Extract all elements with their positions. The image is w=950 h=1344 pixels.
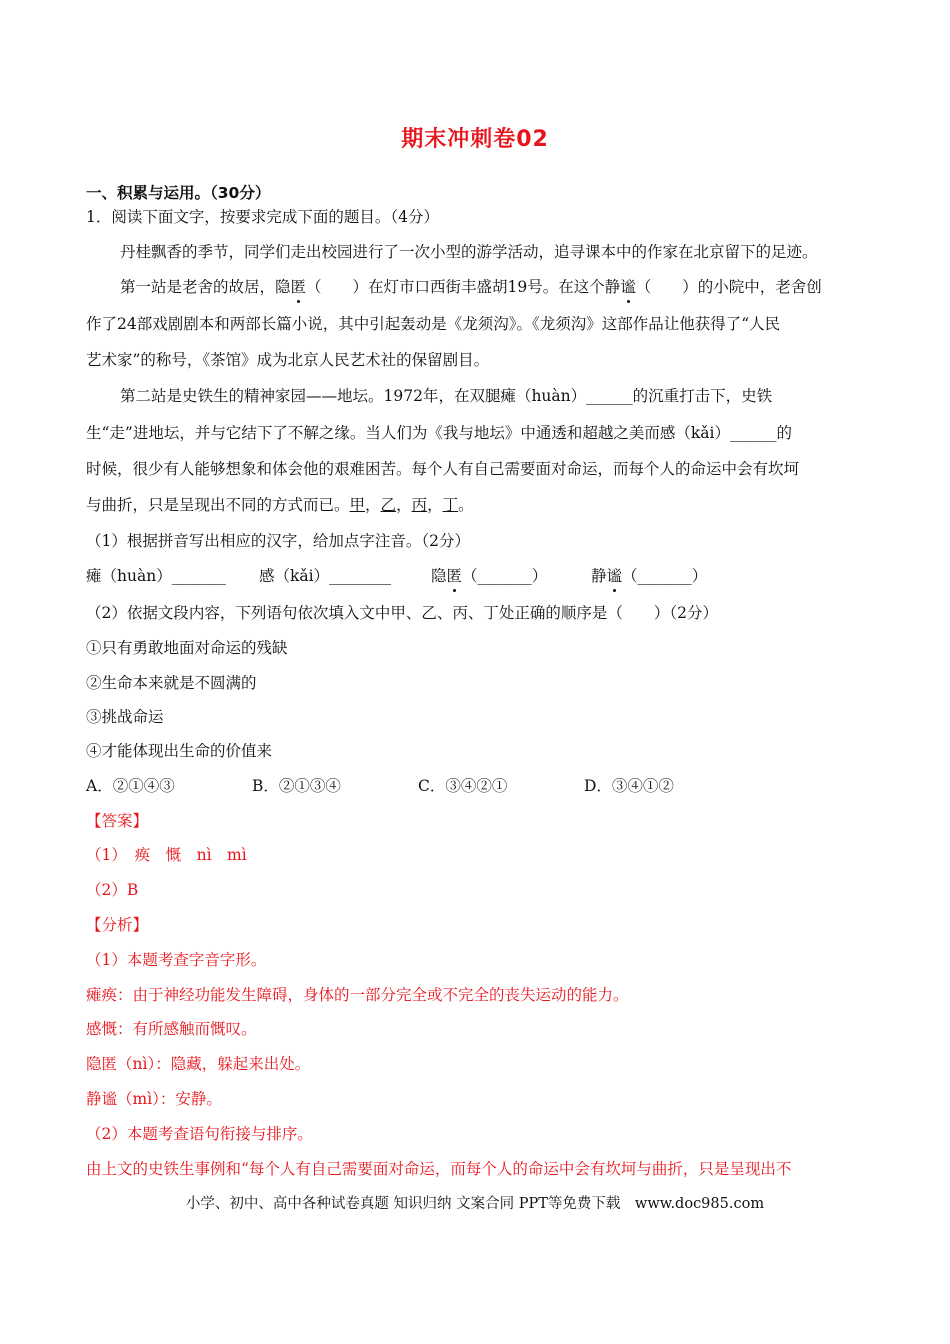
- analysis-line-3: 感慨：有所感触而慨叹。: [86, 1020, 257, 1038]
- analysis-line-7: 由上文的史铁生事例和“每个人有自己需要面对命运，而每个人的命运中会有坎坷与曲折，只是呈现出不: [86, 1160, 792, 1178]
- choice-b: B．②①③④: [252, 777, 341, 795]
- blank-ding: 丁: [442, 496, 459, 514]
- analysis-line-5: 静谧（mì）：安静。: [86, 1090, 222, 1108]
- passage-paragraph-3-line-2: 生“走”进地坛，并与它结下了不解之缘。当人们为《我与地坛》中通透和超越之美而感（kǎi）______的: [86, 424, 792, 442]
- passage-paragraph-1: 丹桂飘香的季节，同学们走出校园进行了一次小型的游学活动，追寻课本中的作家在北京留下的足迹。: [120, 243, 818, 261]
- blank-jia: 甲: [349, 496, 366, 514]
- sentence-option-3: ③挑战命运: [86, 708, 164, 726]
- fill-blank-2: 感（kǎi）________: [259, 567, 392, 585]
- question-stem: 1．阅读下面文字，按要求完成下面的题目。（4分）: [86, 208, 439, 226]
- analysis-line-6: （2）本题考查语句衔接与排序。: [86, 1125, 313, 1143]
- sub-question-2: （2）依据文段内容，下列语句依次填入文中甲、乙、丙、丁处正确的顺序是（ ）（2分）: [86, 604, 718, 622]
- passage-paragraph-2-line-3: 艺术家”的称号，《茶馆》成为北京人民艺术社的保留剧目。: [86, 351, 490, 369]
- dotted-char: 匿: [290, 278, 307, 296]
- fill-blank-3: 隐匿（_______）: [431, 567, 548, 585]
- passage-paragraph-2-line-2: 作了24部戏剧剧本和两部长篇小说，其中引起轰动是《龙须沟》。《龙须沟》这部作品让他获得了“人民: [86, 315, 781, 333]
- analysis-line-4: 隐匿（nì）：隐藏，躲起来出处。: [86, 1055, 311, 1073]
- sentence-option-1: ①只有勇敢地面对命运的残缺: [86, 639, 288, 657]
- answer-line-2: （2）B: [86, 881, 139, 899]
- analysis-label: 【分析】: [86, 916, 149, 934]
- blank-bing: 丙: [411, 496, 428, 514]
- blank-yi: 乙: [380, 496, 397, 514]
- passage-paragraph-3-line-3: 时候，很少有人能够想象和体会他的艰难困苦。每个人有自己需要面对命运，而每个人的命运中会有坎坷: [86, 460, 800, 478]
- fill-blank-4: 静谧（_______）: [591, 567, 708, 585]
- page-footer: 小学、初中、高中各种试卷真题 知识归纳 文案合同 PPT等免费下载 www.doc985.com: [185, 1196, 765, 1212]
- sentence-option-4: ④才能体现出生命的价值来: [86, 742, 273, 760]
- fill-blank-1: 瘫（huàn）_______: [86, 567, 226, 585]
- passage-paragraph-2-line-1: 第一站是老舍的故居，隐匿（ ）在灯市口西街丰盛胡19号。在这个静谧（ ）的小院中，老舍创: [120, 278, 822, 296]
- sentence-option-2: ②生命本来就是不圆满的: [86, 674, 257, 692]
- page-title: 期末冲刺卷02: [401, 127, 549, 152]
- answer-label: 【答案】: [86, 812, 149, 830]
- sub-question-1: （1）根据拼音写出相应的汉字，给加点字注音。（2分）: [86, 532, 470, 550]
- answer-line-1: （1） 痪 慨 nì mì: [86, 846, 247, 864]
- section-heading: 一、积累与运用。（30分）: [86, 184, 271, 202]
- fill-blank-row: [86, 566, 707, 586]
- analysis-line-2: 瘫痪：由于神经功能发生障碍，身体的一部分完全或不完全的丧失运动的能力。: [86, 986, 629, 1004]
- analysis-line-1: （1）本题考查字音字形。: [86, 951, 267, 969]
- choice-d: D．③④①②: [584, 777, 674, 795]
- passage-paragraph-3-line-4: 与曲折，只是呈现出不同的方式而已。甲，乙，丙，丁。: [86, 496, 474, 514]
- passage-paragraph-3-line-1: 第二站是史铁生的精神家园——地坛。1972年，在双腿瘫（huàn）______的沉重打击下，史铁: [120, 387, 773, 405]
- choice-c: C．③④②①: [418, 777, 508, 795]
- choice-row: [86, 776, 674, 796]
- dotted-char: 谧: [620, 278, 636, 296]
- choice-a: A．②①④③: [86, 777, 175, 795]
